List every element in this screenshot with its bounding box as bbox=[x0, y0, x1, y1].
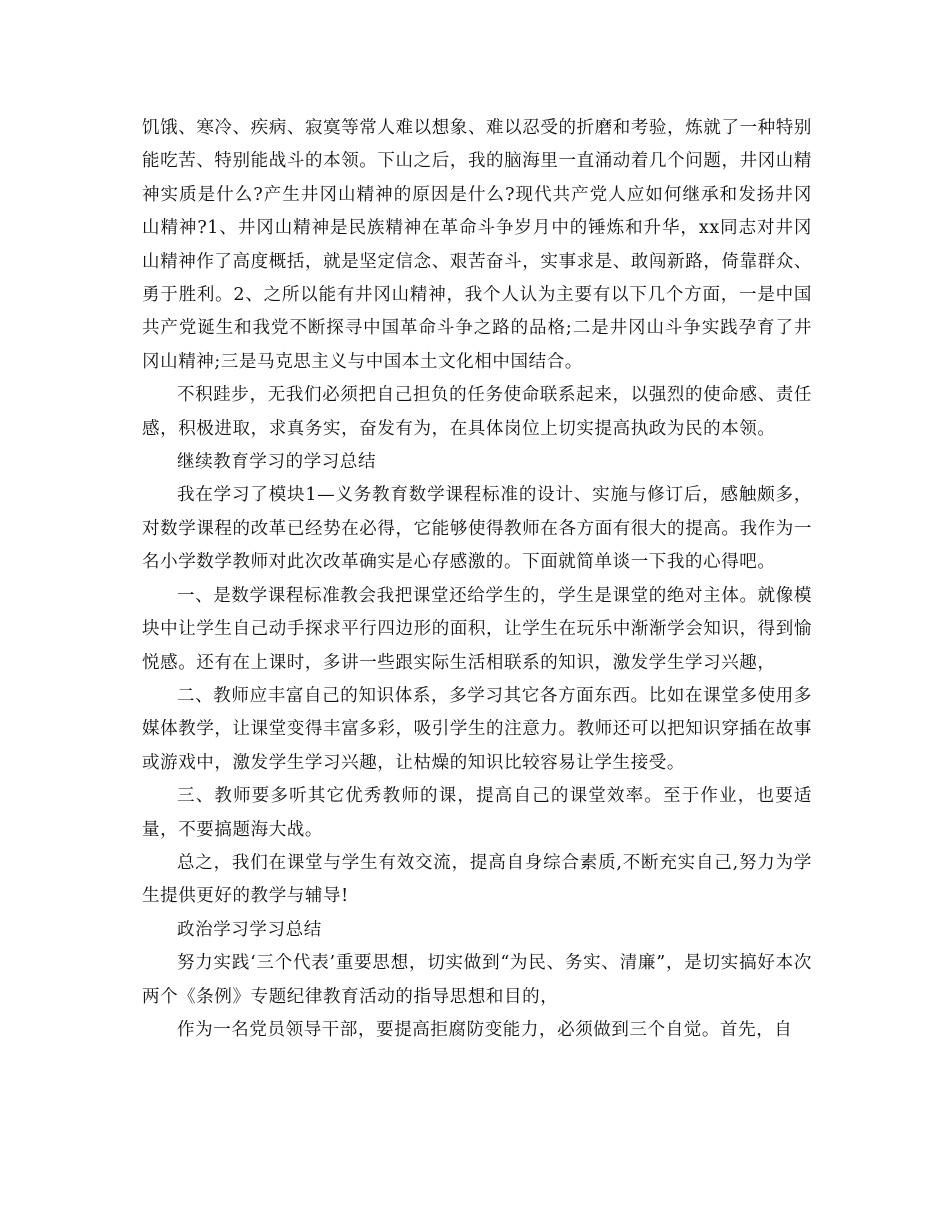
paragraph-5: 二、教师应丰富自己的知识体系，多学习其它各方面东西。比如在课堂多使用多媒体教学，让课堂变得丰富多彩，吸引学生的注意力。教师还可以把知识穿插在故事或游戏中，激发学生学习兴趣，让枯燥的知识比较容易让学生接受。 bbox=[142, 685, 812, 773]
paragraph-3: 我在学习了模块1—义务教育数学课程标准的设计、实施与修订后，感触颇多，对数学课程的改革已经势在必得，它能够使得教师在各方面有很大的提高。我作为一名小学数学教师对此次改革确实是心存感激的。下面就简单谈一下我的心得吧。 bbox=[142, 485, 812, 573]
paragraph-7: 总之，我们在课堂与学生有效交流，提高自身综合素质,不断充实自己,努力为学生提供更好的教学与辅导! bbox=[142, 852, 812, 907]
document-body bbox=[142, 112, 812, 1047]
paragraph-8: 努力实践‘三个代表’重要思想，切实做到“为民、务实、清廉”，是切实搞好本次两个《条例》专题纪律教育活动的指导思想和目的， bbox=[142, 953, 812, 1007]
paragraph-6: 三、教师要多听其它优秀教师的课，提高自己的课堂效率。至于作业，也要适量，不要搞题海大战。 bbox=[142, 786, 812, 840]
paragraph-4: 一、是数学课程标准教会我把课堂还给学生的，学生是课堂的绝对主体。就像模块中让学生自己动手探求平行四边形的面积，让学生在玩乐中渐渐学会知识，得到愉悦感。还有在上课时，多讲一些跟实际生活相联系的知识，激发学生学习兴趣， bbox=[142, 585, 812, 673]
section-heading-political-study: 政治学习学习总结 bbox=[177, 919, 322, 940]
section-heading-continuing-education: 继续教育学习的学习总结 bbox=[177, 452, 377, 473]
paragraph-9: 作为一名党员领导干部，要提高拒腐防变能力，必须做到三个自觉。首先，自 bbox=[177, 1019, 793, 1040]
paragraph-1: 饥饿、寒冷、疾病、寂寞等常人难以想象、难以忍受的折磨和考验，炼就了一种特别能吃苦、特别能战斗的本领。下山之后，我的脑海里一直涌动着几个问题，井冈山精神实质是什么?产生井冈山精神的原因是什么?现代共产党人应如何继承和发扬井冈山精神?1、井冈山精神是民族精神在革命斗争岁月中的锤炼和升华，xx同志对井冈山精神作了高度概括，就是坚定信念、艰苦奋斗，实事求是、敢闯新路，倚靠群众、勇于胜利。2、之所以能有井冈山精神，我个人认为主要有以下几个方面，一是中国共产党诞生和我党不断探寻中国革命斗争之路的品格;二是井冈山斗争实践孕育了井冈山精神;三是马克思主义与中国本土文化相中国结合。 bbox=[142, 118, 812, 372]
paragraph-2: 不积跬步，无我们必须把自己担负的任务使命联系起来，以强烈的使命感、责任感，积极进取，求真务实，奋发有为，在具体岗位上切实提高执政为民的本领。 bbox=[142, 385, 812, 439]
